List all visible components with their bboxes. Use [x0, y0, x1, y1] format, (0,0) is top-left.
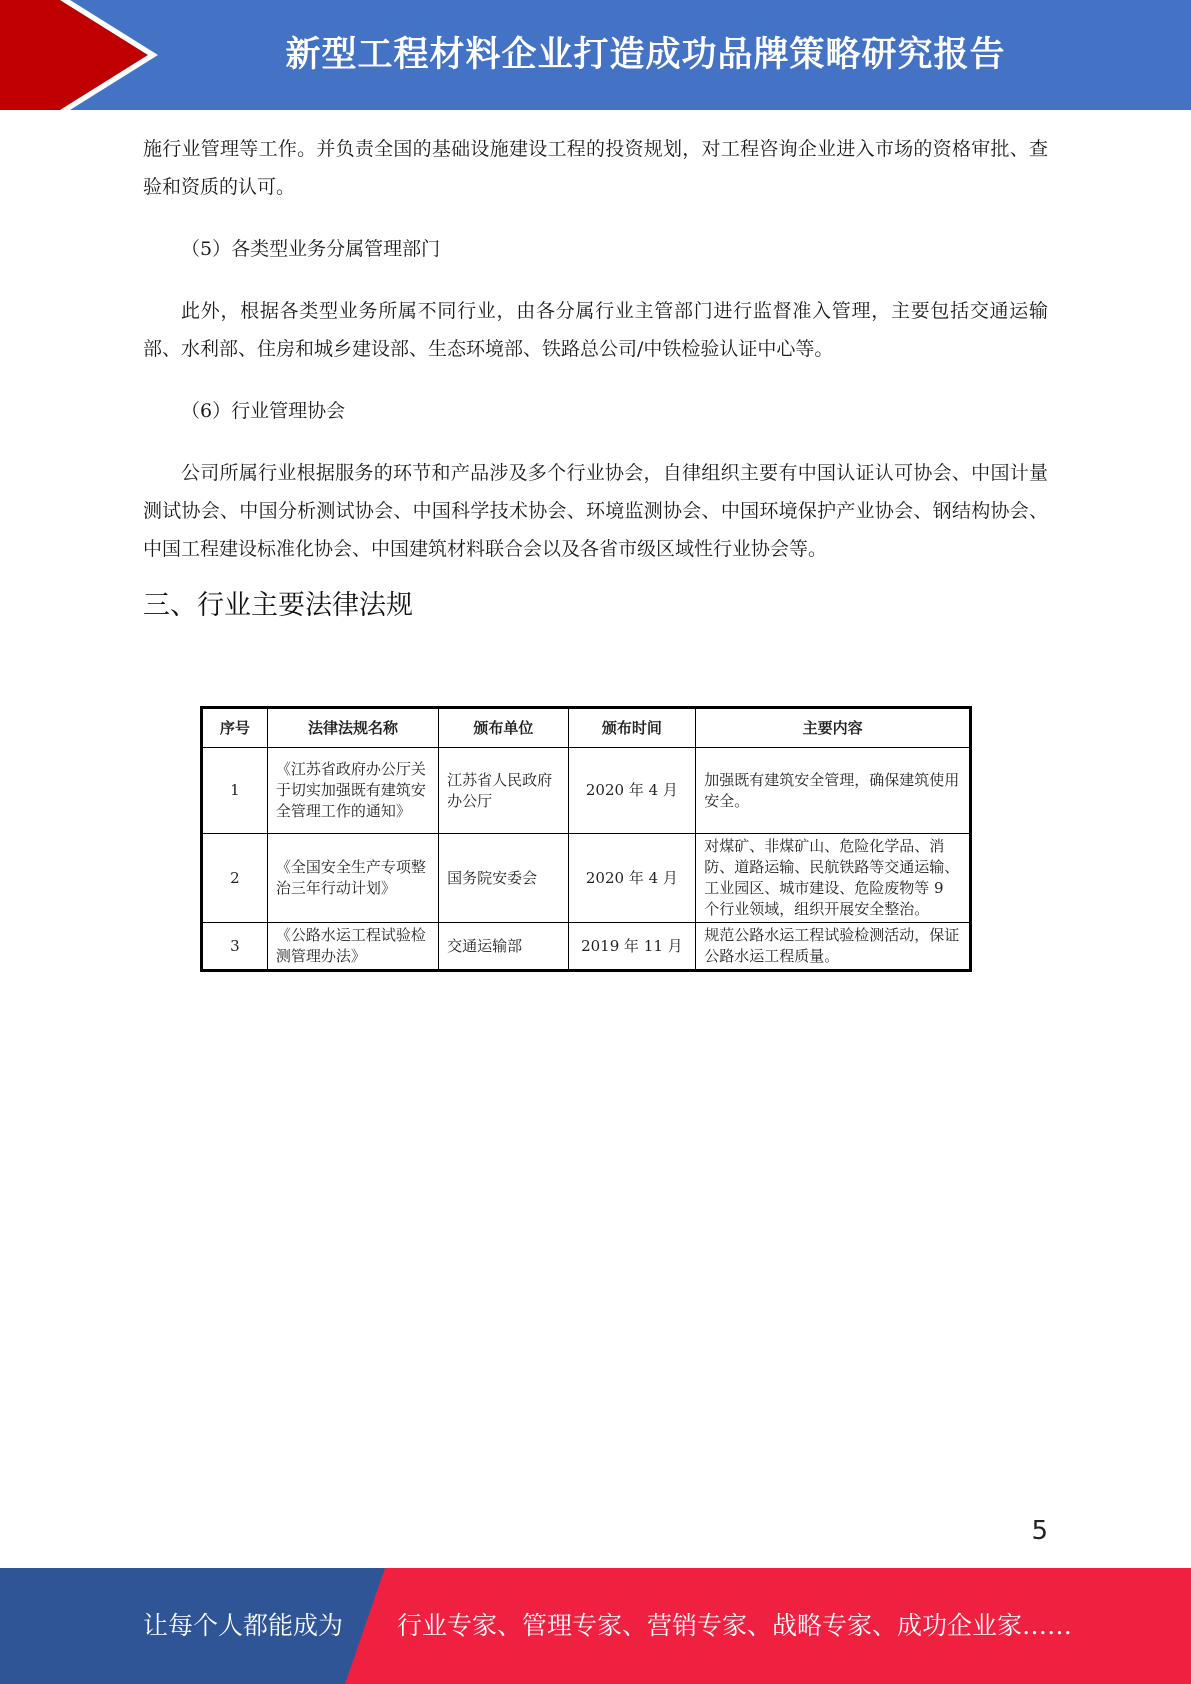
table-cell: 江苏省人民政府办公厅	[439, 748, 568, 834]
column-header: 主要内容	[696, 708, 971, 748]
subheading-6: （6）行业管理协会	[181, 400, 346, 422]
table-cell: 2020 年 4 月	[568, 834, 696, 923]
column-header: 法律法规名称	[267, 708, 438, 748]
page-footer	[0, 1568, 1191, 1684]
page-header	[0, 0, 1191, 110]
table-cell: 1	[202, 748, 268, 834]
table-header-row	[202, 708, 971, 748]
paragraph-associations: 公司所属行业根据服务的环节和产品涉及多个行业协会，自律组织主要有中国认证认可协会、中国计量测试协会、中国分析测试协会、中国科学技术协会、环境监测协会、中国环境保护产业协会、钢结构协会、中国工程建设标准化协会、中国建筑材料联合会以及各省市级区域性行业协会等。	[143, 462, 1048, 560]
table-cell: 交通运输部	[439, 923, 568, 971]
laws-table	[200, 706, 972, 972]
table-row	[202, 923, 971, 971]
table-cell: 2019 年 11 月	[568, 923, 696, 971]
paragraph-continuation: 施行业管理等工作。并负责全国的基础设施建设工程的投资规划，对工程咨询企业进入市场的资格审批、查验和资质的认可。	[143, 138, 1048, 198]
report-title: 新型工程材料企业打造成功品牌策略研究报告	[285, 35, 1006, 75]
footer-slogan-left: 让每个人都能成为	[143, 1611, 344, 1640]
table-cell: 规范公路水运工程试验检测活动，保证公路水运工程质量。	[696, 923, 971, 971]
column-header: 序号	[202, 708, 268, 748]
table-cell: 国务院安委会	[439, 834, 568, 923]
red-chevron-decoration	[0, 0, 160, 110]
main-content	[143, 130, 1048, 626]
table-cell: 《全国安全生产专项整治三年行动计划》	[267, 834, 438, 923]
table-cell: 加强既有建筑安全管理，确保建筑使用安全。	[696, 748, 971, 834]
column-header: 颁布时间	[568, 708, 696, 748]
paragraph-departments: 此外，根据各类型业务所属不同行业，由各分属行业主管部门进行监督准入管理，主要包括交通运输部、水利部、住房和城乡建设部、生态环境部、铁路总公司/中铁检验认证中心等。	[143, 300, 1048, 360]
table-cell: 2	[202, 834, 268, 923]
table-cell: 对煤矿、非煤矿山、危险化学品、消防、道路运输、民航铁路等交通运输、工业园区、城市建设、危险废物等 9 个行业领域，组织开展安全整治。	[696, 834, 971, 923]
table-cell: 2020 年 4 月	[568, 748, 696, 834]
table-row	[202, 748, 971, 834]
table-cell: 《江苏省政府办公厅关于切实加强既有建筑安全管理工作的通知》	[267, 748, 438, 834]
table-cell: 3	[202, 923, 268, 971]
column-header: 颁布单位	[439, 708, 568, 748]
section-title: 三、行业主要法律法规	[143, 590, 413, 621]
table-row	[202, 834, 971, 923]
table-cell: 《公路水运工程试验检测管理办法》	[267, 923, 438, 971]
page-number: 5	[1031, 1516, 1048, 1546]
footer-slogan-right: 行业专家、管理专家、营销专家、战略专家、成功企业家……	[397, 1611, 1073, 1640]
subheading-5: （5）各类型业务分属管理部门	[181, 238, 441, 260]
